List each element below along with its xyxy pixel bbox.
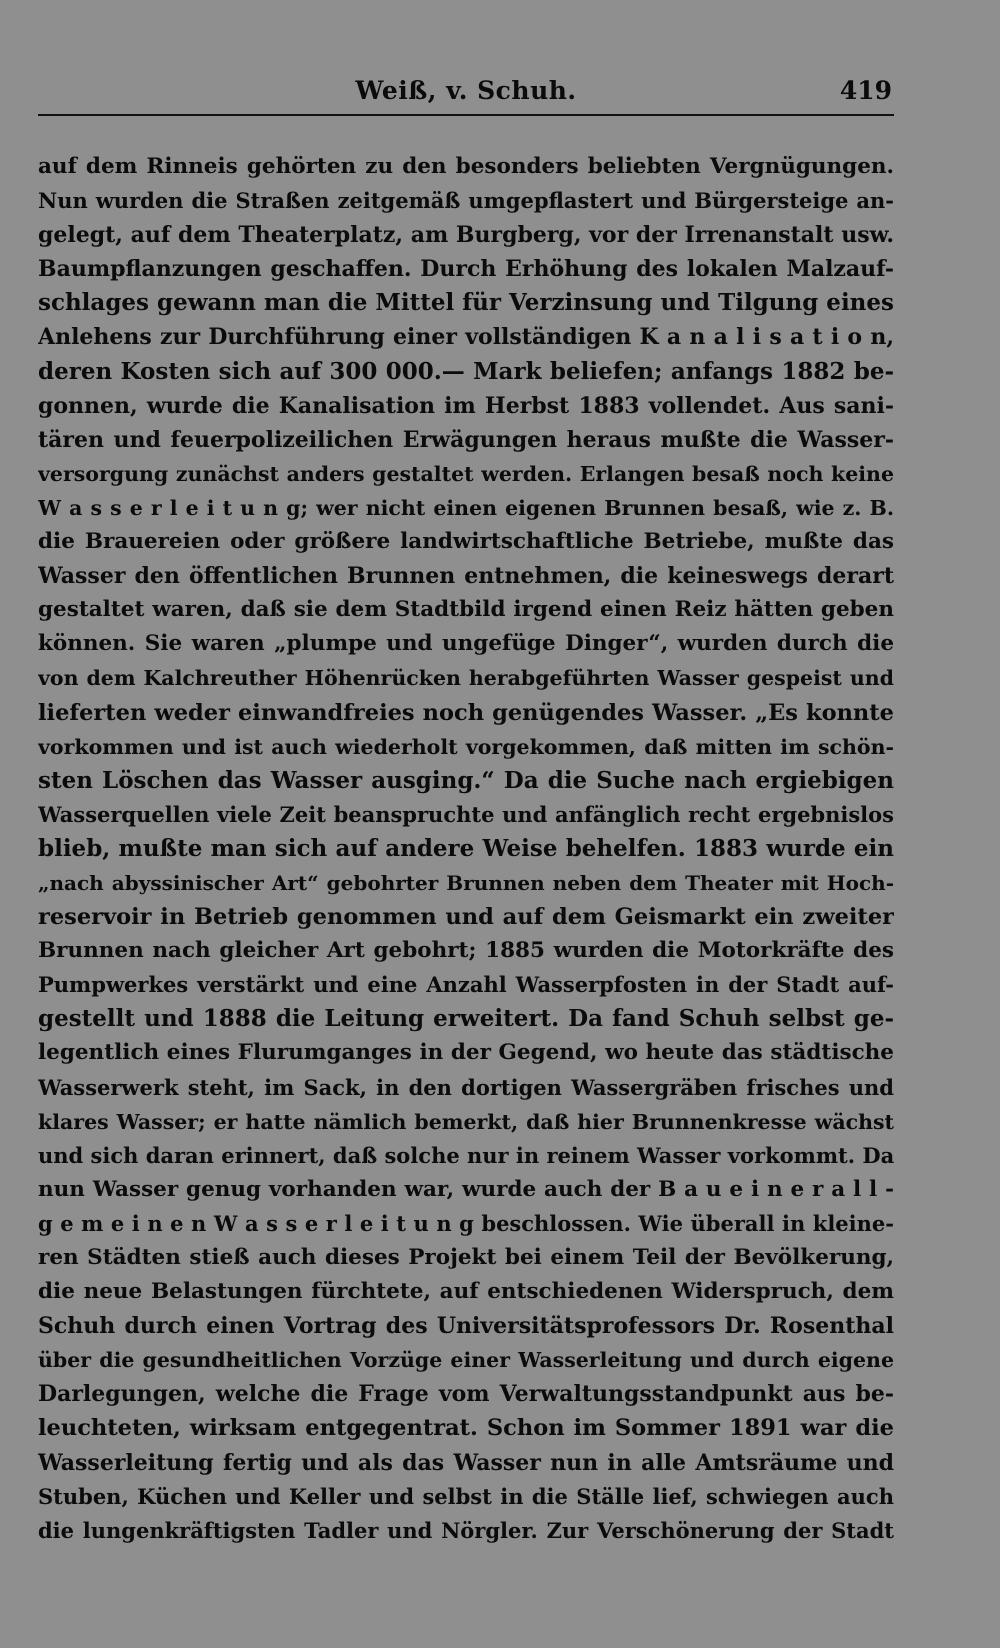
text-line: Pumpwerkes verstärkt und eine Anzahl Wasserpfosten in der Stadt auf- — [38, 972, 894, 998]
text-line: auf dem Rinneis gehörten zu den besonders beliebten Vergnügungen. — [38, 154, 894, 179]
text-line: Schuh durch einen Vortrag des Universitätsprofessors Dr. Rosenthal — [38, 1313, 894, 1340]
text-line: gonnen, wurde die Kanalisation im Herbst 1883 vollendet. Aus sani- — [38, 392, 894, 419]
text-line: gestaltet waren, daß sie dem Stadtbild irgend einen Reiz hätten geben — [38, 597, 894, 623]
text-line: vorkommen und ist auch wiederholt vorgekommen, daß mitten im schön- — [38, 734, 894, 759]
text-line: deren Kosten sich auf 300 000.— Mark beliefen; anfangs 1882 be- — [38, 357, 894, 385]
text-line: die lungenkräftigsten Tadler und Nörgler. Zur Verschönerung der Stadt — [38, 1517, 894, 1543]
text-line: die neue Belastungen fürchtete, auf entschiedenen Widerspruch, dem — [38, 1279, 894, 1305]
text-line: gelegt, auf dem Theaterplatz, am Burgberg, vor der Irrenanstalt usw. — [38, 222, 894, 249]
body-text — [38, 150, 894, 1548]
text-line: Wasserwerk steht, im Sack, in den dortigen Wassergräben frisches und — [38, 1074, 894, 1100]
text-line: nun Wasser genug vorhanden war, wurde auch der B a u e i n e r a l l - — [38, 1176, 894, 1202]
text-line: tären und feuerpolizeilichen Erwägungen heraus mußte die Wasser- — [38, 426, 894, 453]
text-line: und sich daran erinnert, daß solche nur in reinem Wasser vorkommt. Da — [38, 1142, 894, 1168]
text-line: von dem Kalchreuther Höhenrücken herabgeführten Wasser gespeist und — [38, 666, 894, 691]
text-line: Wasserquellen viele Zeit beanspruchte und anfänglich recht ergebnislos — [38, 801, 894, 827]
text-line: ren Städten stieß auch dieses Projekt bei einem Teil der Bevölkerung, — [38, 1245, 894, 1270]
page-number: 419 — [839, 76, 892, 105]
text-line: Nun wurden die Straßen zeitgemäß umgepflastert und Bürgersteige an- — [38, 188, 894, 214]
text-line: reservoir in Betrieb genommen und auf dem Geismarkt ein zweiter — [38, 904, 894, 931]
text-line: Anlehens zur Durchführung einer vollständigen K a n a l i s a t i o n, — [38, 324, 894, 351]
text-line: schlages gewann man die Mittel für Verzinsung und Tilgung eines — [38, 289, 894, 317]
text-line: versorgung zunächst anders gestaltet werden. Erlangen besaß noch keine — [38, 461, 894, 486]
page-header — [38, 70, 894, 116]
text-line: Stuben, Küchen und Keller und selbst in die Ställe lief, schwiegen auch — [38, 1483, 894, 1509]
text-line: können. Sie waren „plumpe und ungefüge Dinger“, wurden durch die — [38, 631, 894, 657]
text-line: Darlegungen, welche die Frage vom Verwaltungsstandpunkt aus be- — [38, 1381, 894, 1408]
running-head: Weiß, v. Schuh. — [355, 76, 577, 105]
text-line: „nach abyssinischer Art“ gebohrter Brunnen neben dem Theater mit Hoch- — [38, 870, 894, 895]
text-line: Brunnen nach gleicher Art gebohrt; 1885 wurden die Motorkräfte des — [38, 938, 894, 964]
text-line: über die gesundheitlichen Vorzüge einer Wasserleitung und durch eigene — [38, 1348, 894, 1373]
text-line: legentlich eines Flurumganges in der Gegend, wo heute das städtische — [38, 1040, 894, 1066]
text-line: leuchteten, wirksam entgegentrat. Schon im Sommer 1891 war die — [38, 1415, 894, 1442]
text-line: Baumpflanzungen geschaffen. Durch Erhöhung des lokalen Malzauf- — [38, 256, 894, 283]
text-line: g e m e i n e n W a s s e r l e i t u n g beschlossen. Wie überall in kleine- — [38, 1210, 894, 1236]
text-line: W a s s e r l e i t u n g; wer nicht einen eigenen Brunnen besaß, wie z. B. — [38, 495, 894, 520]
text-line: sten Löschen das Wasser ausging.“ Da die Suche nach ergiebigen — [38, 766, 894, 794]
text-line: lieferten weder einwandfreies noch genügendes Wasser. „Es konnte — [38, 699, 894, 726]
text-line: Wasserleitung fertig und als das Wasser nun in alle Amtsräume und — [38, 1449, 894, 1476]
text-line: gestellt und 1888 die Leitung erweitert. Da fand Schuh selbst ge- — [38, 1005, 894, 1033]
text-line: klares Wasser; er hatte nämlich bemerkt, daß hier Brunnenkresse wächst — [38, 1109, 894, 1134]
text-line: Wasser den öffentlichen Brunnen entnehmen, die keineswegs derart — [38, 563, 894, 590]
text-line: die Brauereien oder größere landwirtschaftliche Betriebe, mußte das — [38, 529, 894, 555]
text-line: blieb, mußte man sich auf andere Weise behelfen. 1883 wurde ein — [38, 834, 894, 862]
